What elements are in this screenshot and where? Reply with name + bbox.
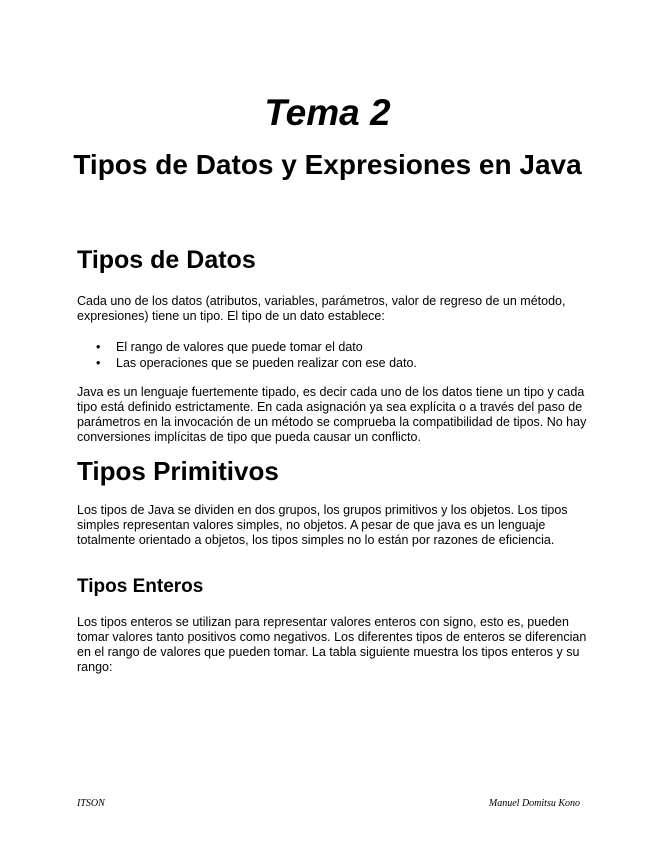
list-item-text: El rango de valores que puede tomar el dato [116, 340, 363, 354]
document-title: Tipos de Datos y Expresiones en Java [73, 149, 582, 180]
paragraph-tipos-primitivos: Los tipos de Java se dividen en dos grupos, los grupos primitivos y los objetos. Los tipos simples representan valores simples, no objetos. A pesar de que java es un lenguaje totalmente orientado a objetos, los tipos simples no lo están por razones de eficiencia. [77, 503, 568, 547]
bullet-list [77, 339, 577, 371]
footer-author: Manuel Domitsu Kono [488, 798, 580, 809]
subsection-heading-tipos-enteros: Tipos Enteros [77, 576, 204, 597]
bullet-icon: • [96, 356, 101, 370]
chapter-title: Tema 2 [264, 92, 391, 133]
bullet-icon: • [96, 340, 101, 354]
paragraph-tipos-de-datos-intro: Cada uno de los datos (atributos, variables, parámetros, valor de regreso de un método, expresiones) tiene un tipo. El tipo de un dato establece: [77, 294, 566, 323]
list-item [77, 339, 577, 355]
section-heading-tipos-de-datos: Tipos de Datos [77, 246, 256, 274]
footer-left: ITSON [77, 798, 105, 809]
paragraph-tipos-enteros: Los tipos enteros se utilizan para representar valores enteros con signo, esto es, pueden tomar valores tanto positivos como negativos. Los diferentes tipos de enteros se diferencian en el rango de valores que pueden tomar. La tabla siguiente muestra los tipos enteros y su rango: [77, 615, 587, 674]
paragraph-tipado-fuerte: Java es un lenguaje fuertemente tipado, es decir cada uno de los datos tiene un tipo y cada tipo está definido estrictamente. En cada asignación ya sea explícita o a través del paso de parámetros en la invocación de un método se comprueba la compatibilidad de tipos. No hay conversiones implícitas de tipo que pueda causar un conflicto. [77, 385, 587, 444]
list-item-text: Las operaciones que se pueden realizar con ese dato. [116, 356, 417, 370]
section-heading-tipos-primitivos: Tipos Primitivos [77, 456, 279, 486]
list-item [77, 355, 577, 371]
